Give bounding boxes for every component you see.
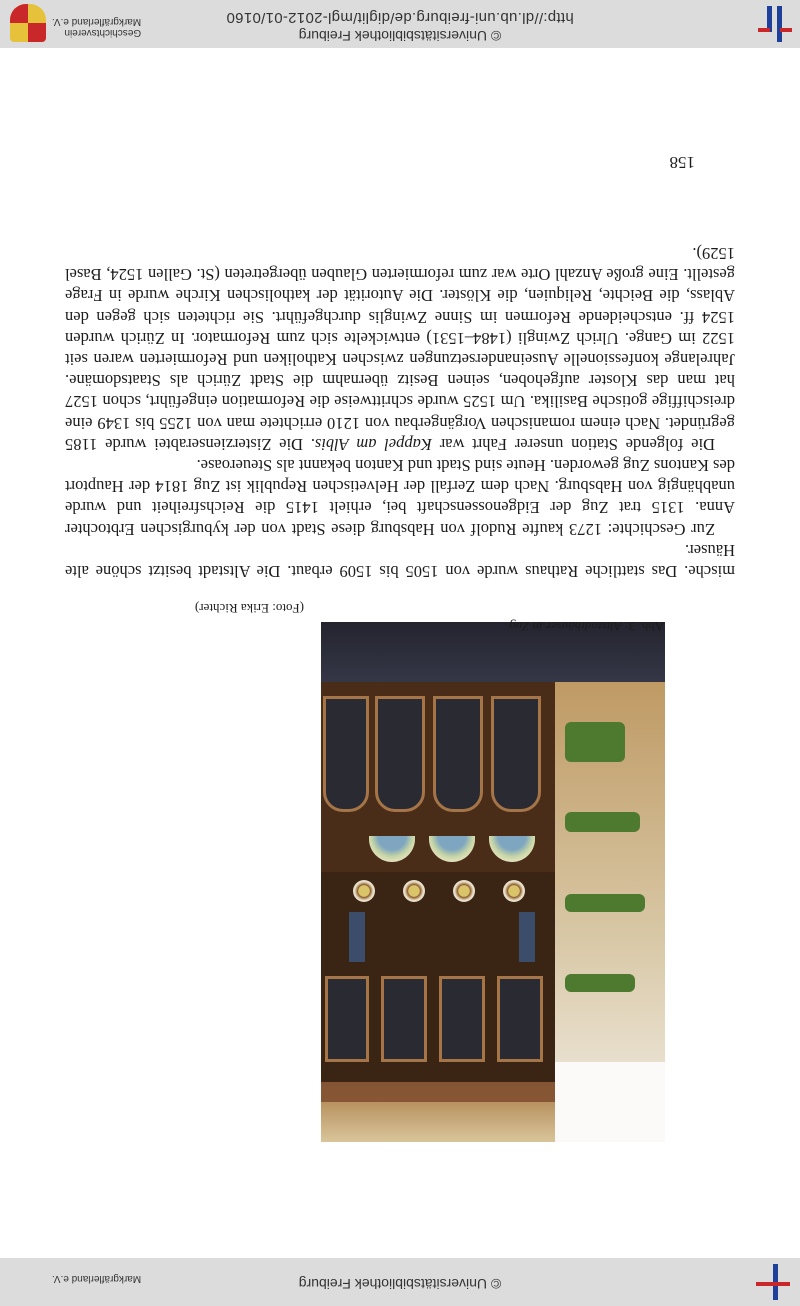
paragraph-3: Die folgende Station unserer Fahrt war Kappel am Albis. Die Zisterzienserabtei wurde 1185 gegründet. Nach einem romanischen Vorgängerbau von 1210 errichtete man von 1255 bis 1349 eine dreischiffige gotische Basilika. Um 1525 wurde schrittweise die Reformation eingeführt, schon 1527 hat man das Kloster aufgehoben, seinen Besitz übernahm die Stadt Zürich als Staatsdomäne. Jahrelange konfessionelle Auseinandersetzungen zwischen Katholiken und Reformierten waren seit 1522 im Gange. Ulrich Zwingli (1484–1531) entwickelte sich zum Reformator. In Zürich wurden 1524 ff. entscheidende Reformen im Sinne Zwinglis durchgeführt. Sie richteten sich gegen den Ablass, die Beichte, Reliquien, die Klöster. Die Autorität der katholischen Kirche wurde in Frage gestellt. Eine große Anzahl Orte war zum reformierten Glauben übergetreten (St. Gallen 1524, Basel 1529). — [65, 243, 735, 454]
page-number: 158 — [669, 153, 695, 172]
ub-logo-icon — [756, 1264, 790, 1300]
figure-title: Altstadthäuser in Zug — [509, 619, 622, 634]
altstadt-photo — [321, 622, 665, 1142]
ub-logo-icon — [758, 6, 792, 42]
association-shield-icon — [10, 4, 46, 42]
footer-banner — [0, 0, 800, 48]
paragraph-1: mische. Das stattliche Rathaus wurde von 1505 bis 1509 erbaut. Die Altstadt besitzt schöne alte Häuser. — [65, 540, 735, 581]
figure-label: Abb. 3: — [625, 619, 664, 634]
association-name: Geschichtsverein Markgräflerland e.V. — [52, 16, 142, 38]
header-credit: © Universitätsbibliothek Freiburg — [298, 1276, 502, 1292]
paragraph-2: Zur Geschichte: 1273 kaufte Rudolf von Habsburg diese Stadt von der kyburgischen Erbtochter Anna. 1315 trat Zug der Eidgenossenschaft bei, erhielt 1415 die Reichsfreiheit und wurde unabhängig von Habsburg. Nach dem Zerfall der Helvetischen Republik ist Zug 1814 der Hauptort des Kantons Zug geworden. Heute sind Stadt und Kanton bekannt als Steueroase. — [65, 455, 735, 539]
body-text — [65, 243, 735, 582]
footer-url-link[interactable]: http://dl.ub.uni-freiburg.de/diglit/mgl-2012-01/0160 — [226, 9, 574, 26]
footer-credit: © Universitätsbibliothek Freiburg — [298, 28, 502, 44]
place-name: Kappel am Albis — [314, 434, 432, 454]
header-association: Markgräflerland e.V. — [52, 1273, 142, 1284]
figure-credit: (Foto: Erika Richter) — [194, 601, 304, 616]
header-banner-cutoff — [0, 1258, 800, 1306]
